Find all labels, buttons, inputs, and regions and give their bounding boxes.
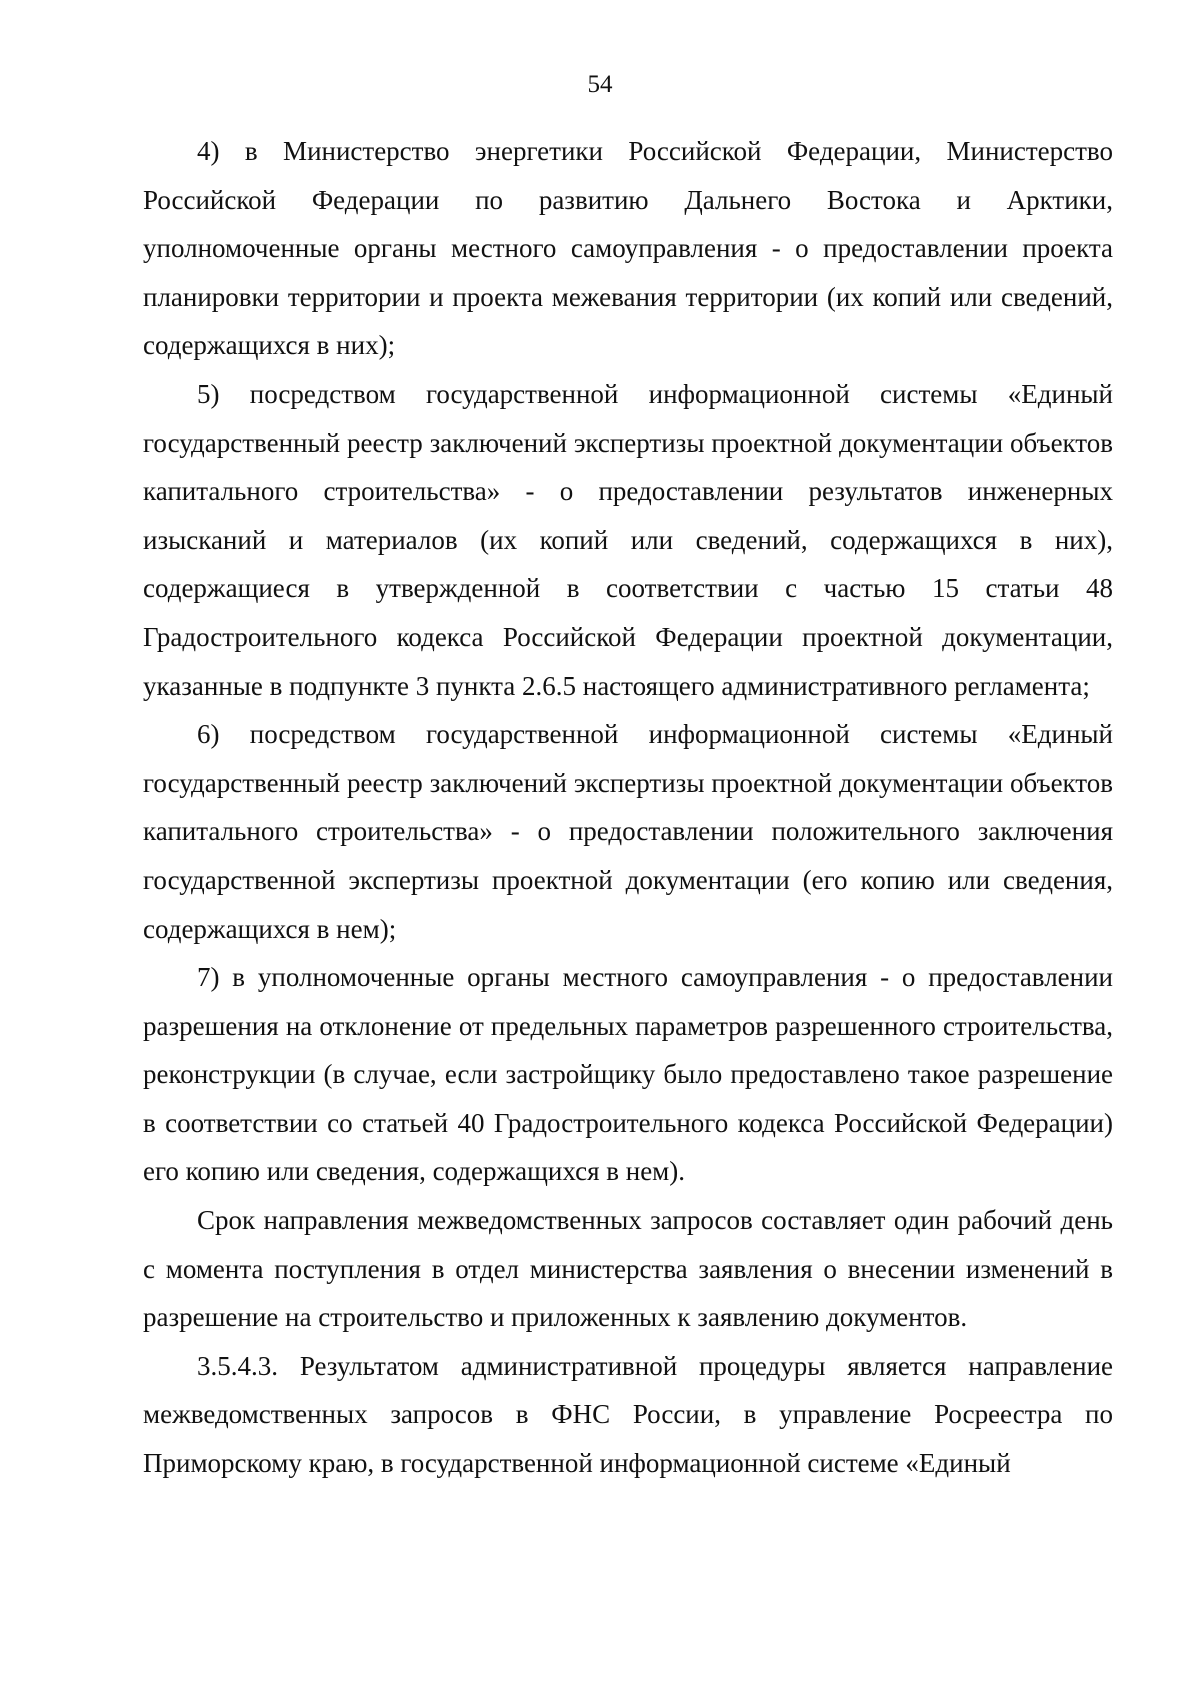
paragraph-3-5-4-3: 3.5.4.3. Результатом административной процедуры является направление межведомственных запросов в ФНС России, в управление Росреестра по Приморскому краю, в государственной информационной системе «Единый bbox=[143, 1350, 1113, 1479]
document-body bbox=[143, 127, 1113, 1488]
page-number: 54 bbox=[587, 71, 613, 98]
paragraph-item-5: 5) посредством государственной информационной системы «Единый государственный реестр заключений экспертизы проектной документации объектов капитального строительства» - о предоставлении результатов инженерных изысканий и материалов (их копий или сведений, содержащихся в них), содержащиеся в утвержденной в соответствии с частью 15 статьи 48 Градостроительного кодекса Российской Федерации проектной документации, указанные в подпункте 3 пункта 2.6.5 настоящего административного регламента; bbox=[143, 378, 1113, 701]
paragraph-item-4: 4) в Министерство энергетики Российской Федерации, Министерство Российской Федерации по развитию Дальнего Востока и Арктики, уполномоченные органы местного самоуправления - о предоставлении проекта планировки территории и проекта межевания территории (их копий или сведений, содержащихся в них); bbox=[143, 136, 1113, 361]
paragraph-item-7: 7) в уполномоченные органы местного самоуправления - о предоставлении разрешения на отклонение от предельных параметров разрешенного строительства, реконструкции (в случае, если застройщику было предоставлено такое разрешение в соответствии со статьей 40 Градостроительного кодекса Российской Федерации) его копию или сведения, содержащихся в нем). bbox=[143, 962, 1113, 1187]
paragraph-item-6: 6) посредством государственной информационной системы «Единый государственный реестр заключений экспертизы проектной документации объектов капитального строительства» - о предоставлении положительного заключения государственной экспертизы проектной документации (его копию или сведения, содержащихся в нем); bbox=[143, 719, 1113, 944]
paragraph-deadline: Срок направления межведомственных запросов составляет один рабочий день с момента поступления в отдел министерства заявления о внесении изменений в разрешение на строительство и приложенных к заявлению документов. bbox=[143, 1205, 1113, 1333]
